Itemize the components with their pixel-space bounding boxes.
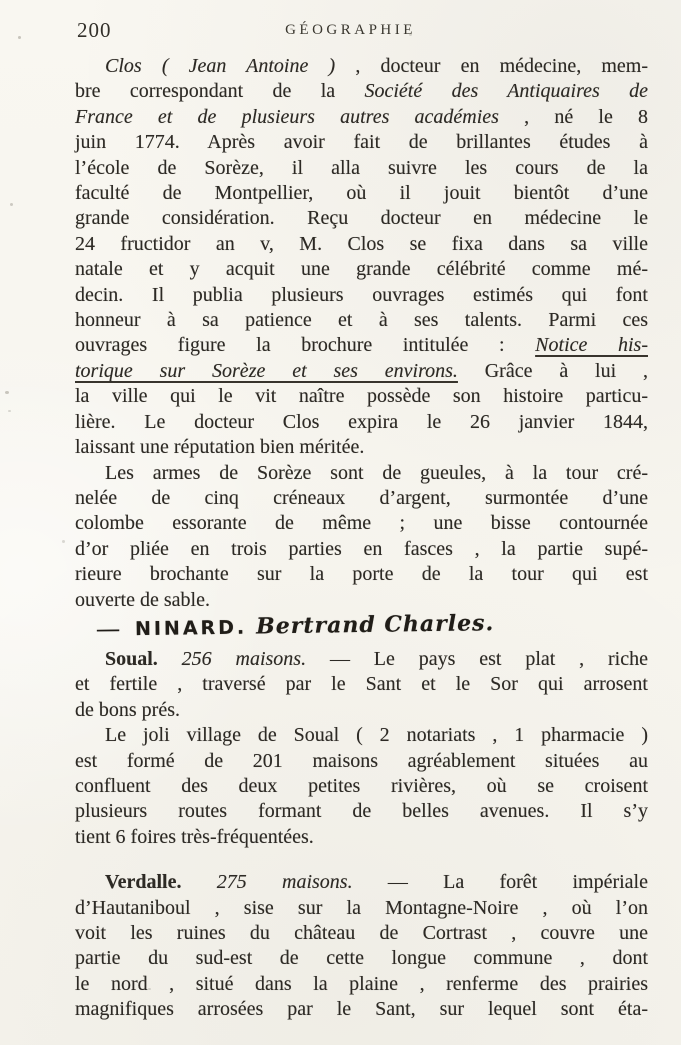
text-segment: — Le pays est plat , riche xyxy=(306,647,648,670)
text-line xyxy=(75,461,648,486)
text-segment: plusieurs routes formant de belles avenues. Il s’y xyxy=(75,800,648,823)
text-line xyxy=(75,359,648,384)
handwritten-annotation xyxy=(75,610,648,647)
text-segment: Soual. xyxy=(105,647,158,670)
text-segment: Bertrand Charles. xyxy=(255,610,495,640)
text-segment: est formé de 201 maisons agréablement situées au xyxy=(75,749,648,772)
text-segment: l’école de Sorèze, il alla suivre les cours de la xyxy=(75,156,648,179)
text-segment: 24 fructidor an v, M. Clos se fixa dans sa ville xyxy=(75,232,648,255)
paragraph-clos xyxy=(75,54,648,461)
text-line xyxy=(75,946,648,971)
text-segment: — La forêt impériale xyxy=(352,871,648,894)
text-line xyxy=(75,54,648,79)
text-segment: — xyxy=(96,615,120,641)
text-line xyxy=(75,870,648,895)
text-line xyxy=(75,774,648,799)
text-segment: rieure brochante sur la porte de la tour qui est xyxy=(75,563,648,586)
scan-speckle xyxy=(62,540,65,543)
text-line xyxy=(75,997,648,1022)
text-line xyxy=(75,486,648,511)
text-segment: le nord , situé dans la plaine , renferme des prairies xyxy=(75,972,648,995)
text-line xyxy=(75,698,648,723)
text-segment: Clos ( Jean Antoine ) xyxy=(105,55,336,77)
text-line xyxy=(75,105,648,130)
text-line xyxy=(75,825,648,850)
text-line xyxy=(75,537,648,562)
text-segment: tient 6 foires très-fréquentées. xyxy=(75,825,314,848)
text-line xyxy=(75,206,648,231)
handwriting-line xyxy=(75,608,648,643)
text-segment: de bons prés. xyxy=(75,698,180,721)
text-line xyxy=(75,672,648,697)
text-segment: et fertile , traversé par le Sant et le Sor qui arrosent xyxy=(75,673,648,696)
text-line xyxy=(75,723,648,748)
text-segment: bre correspondant de la xyxy=(75,80,365,103)
scan-speckle xyxy=(18,36,21,39)
text-segment: Verdalle. xyxy=(105,871,182,894)
text-segment: d’or pliée en trois parties en fasces , la partie supé- xyxy=(75,537,648,560)
text-line xyxy=(75,647,648,672)
text-segment: decin. Il publia plusieurs ouvrages estimés qui font xyxy=(75,283,648,306)
text-segment: NINARD. xyxy=(134,616,248,641)
page-header xyxy=(60,18,641,44)
text-segment: 256 maisons. xyxy=(157,647,307,670)
scan-speckle xyxy=(10,203,13,206)
text-body xyxy=(75,54,648,1023)
text-segment: , né le 8 xyxy=(498,105,649,128)
scan-speckle xyxy=(409,33,412,36)
text-segment: Les armes de Sorèze sont de gueules, à la tour cré- xyxy=(105,461,648,484)
paragraph-soual xyxy=(75,647,648,723)
text-segment: 275 maisons. xyxy=(181,871,353,894)
paragraph-soual-village xyxy=(75,723,648,850)
page-number: 200 xyxy=(77,18,112,42)
text-line xyxy=(75,181,648,206)
text-segment: magnifiques arrosées par le Sant, sur lequel sont éta- xyxy=(75,998,648,1021)
text-segment: torique sur Sorèze et ses environs. xyxy=(75,359,458,382)
text-line xyxy=(75,130,648,155)
text-line xyxy=(75,283,648,308)
text-line xyxy=(75,156,648,181)
text-segment: la ville qui le vit naître possède son histoire particu- xyxy=(75,385,648,408)
text-line xyxy=(75,921,648,946)
text-segment: voit les ruines du château de Cortrast , couvre une xyxy=(75,922,648,944)
text-line xyxy=(75,232,648,257)
text-line xyxy=(75,333,648,358)
text-segment: ouvrages figure la brochure intitulée : xyxy=(75,334,536,357)
paragraph-armes-de-soreze xyxy=(75,461,648,613)
text-segment: juin 1774. Après avoir fait de brillantes études à xyxy=(75,131,648,154)
scan-speckle xyxy=(5,391,9,394)
text-segment: faculté de Montpellier, où il jouit bientôt d’une xyxy=(75,182,648,205)
text-segment: honneur à sa patience et à ses talents. Parmi ces xyxy=(75,309,648,332)
text-segment: , docteur en médecine, mem- xyxy=(335,55,648,77)
text-segment: Société des Antiquaires de xyxy=(364,80,648,103)
text-line xyxy=(75,308,648,333)
text-line xyxy=(75,435,648,460)
text-line xyxy=(75,896,648,921)
text-segment: France et de plusieurs autres académies xyxy=(75,105,499,128)
scan-speckle xyxy=(148,988,151,990)
text-line xyxy=(75,511,648,536)
text-line xyxy=(75,79,648,104)
text-segment: Le joli village de Soual ( 2 notariats , 1 pharmacie ) xyxy=(105,724,648,747)
text-segment: grande considération. Reçu docteur en médecine le xyxy=(75,207,648,230)
text-line xyxy=(75,972,648,997)
text-segment: ouverte de sable. xyxy=(75,588,210,611)
running-header-title: GÉOGRAPHIE xyxy=(285,22,416,38)
text-segment: nelée de cinq créneaux d’argent, surmontée d’une xyxy=(75,486,648,509)
text-segment: confluent des deux petites rivières, où se croisent xyxy=(75,774,648,797)
text-line xyxy=(75,799,648,824)
paragraph-verdalle xyxy=(75,870,648,1022)
text-segment: natale et y acquit une grande célébrité comme mé- xyxy=(75,258,648,281)
text-segment: Notice his- xyxy=(535,334,648,357)
text-line xyxy=(75,562,648,587)
text-line xyxy=(75,410,648,435)
text-segment: partie du sud-est de cette longue commune , dont xyxy=(75,947,648,970)
text-segment: lière. Le docteur Clos expira le 26 janvier 1844, xyxy=(75,410,648,433)
scan-speckle xyxy=(8,410,11,412)
text-line xyxy=(75,257,648,282)
text-segment: colombe essorante de même ; une bisse contournée xyxy=(75,512,648,535)
text-segment: laissant une réputation bien méritée. xyxy=(75,436,365,459)
text-segment: d’Hautaniboul , sise sur la Montagne-Noire , où l’on xyxy=(75,896,648,919)
scan-speckle xyxy=(290,28,293,30)
text-line xyxy=(75,384,648,409)
text-line xyxy=(75,749,648,774)
text-segment: Grâce à lui , xyxy=(457,359,648,382)
